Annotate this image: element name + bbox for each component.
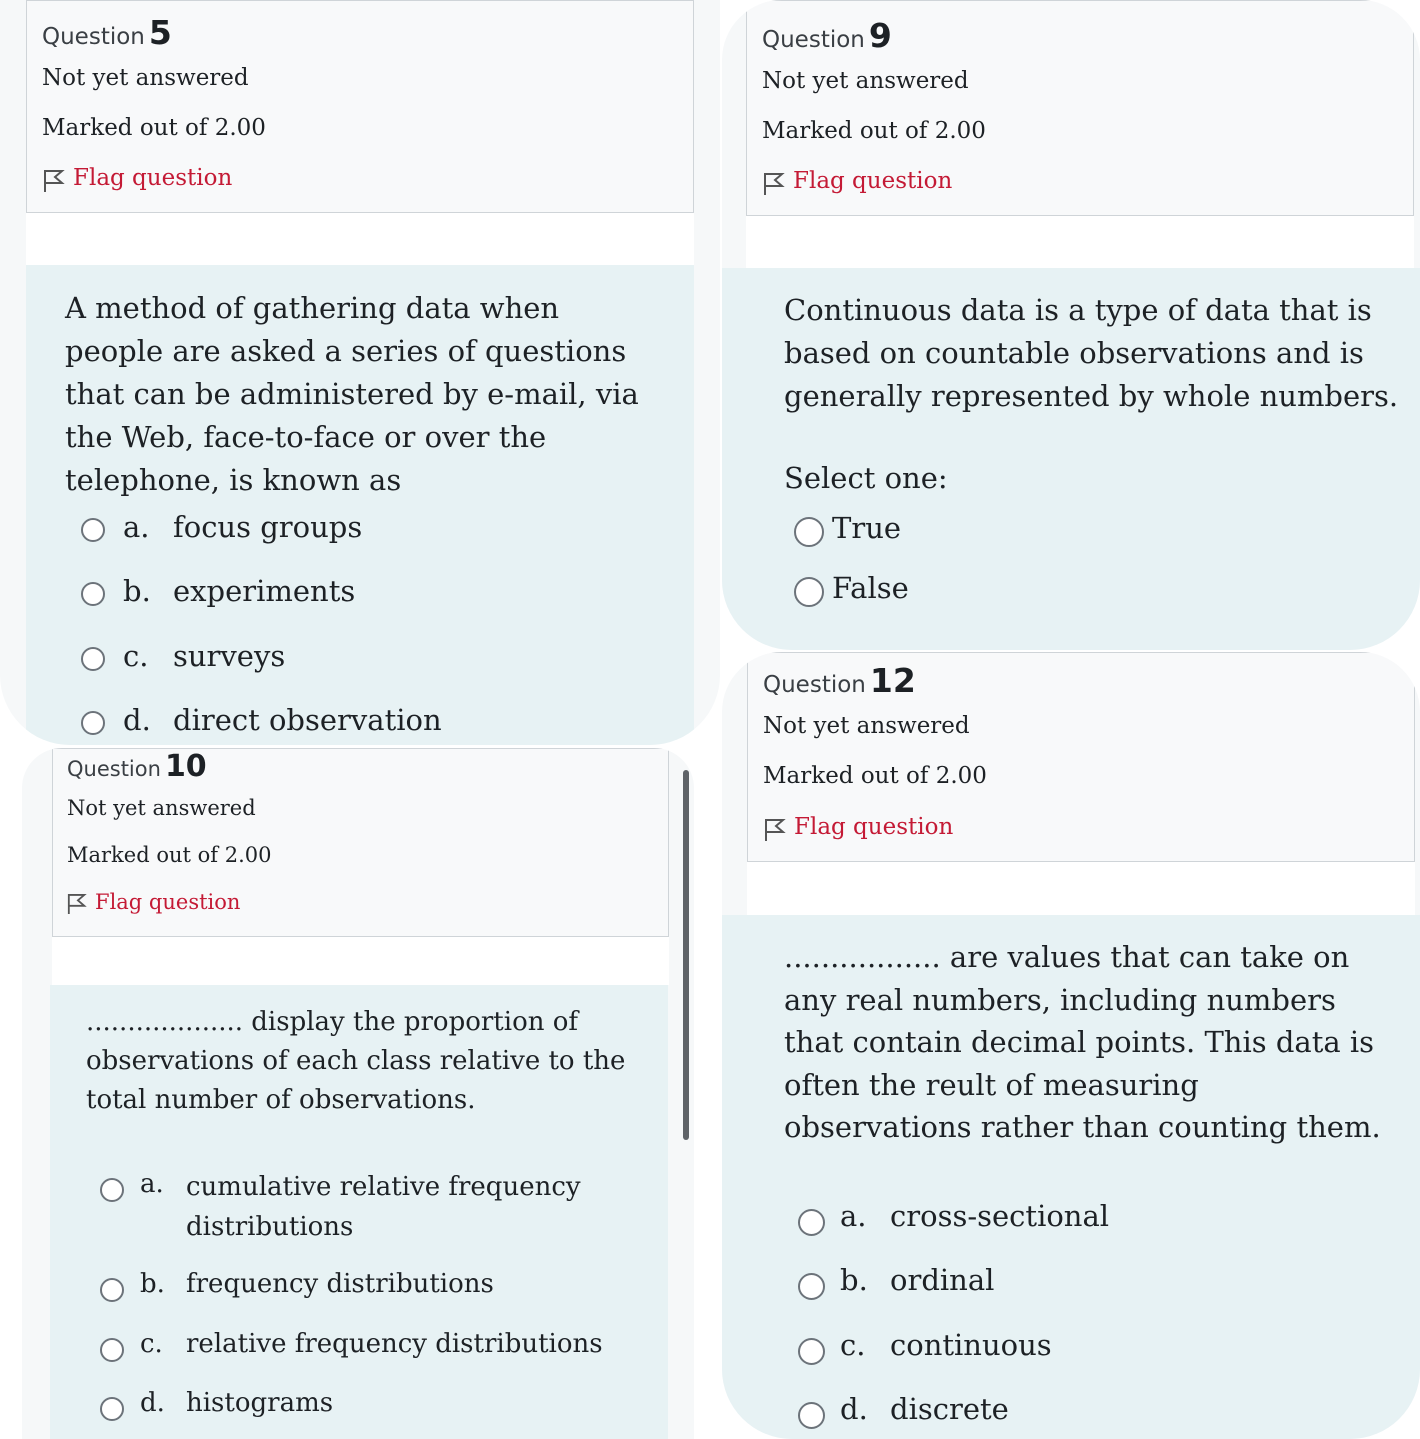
question-5-body xyxy=(26,265,694,745)
option-letter: c. xyxy=(123,639,149,673)
option-letter: d. xyxy=(140,1388,165,1418)
question-9-option-true[interactable] xyxy=(794,511,994,551)
question-label: Question xyxy=(67,757,161,781)
option-letter: c. xyxy=(140,1329,163,1359)
question-12-text: ................. are values that can take on any real numbers, including numbers that contain decimal points. This data is often the reult of measuring observations rather than counting them. xyxy=(784,940,1381,1144)
question-5-text: A method of gathering data when people are asked a series of questions that can be administered by e-mail, via the Web, face-to-face or over the telephone, is known as xyxy=(65,291,639,497)
question-9-text: Continuous data is a type of data that is based on countable observations and is generally represented by whole numbers. xyxy=(784,293,1399,413)
question-10-panel xyxy=(22,748,694,1439)
option-text: discrete xyxy=(890,1392,1009,1426)
question-9-option-false[interactable] xyxy=(794,571,994,611)
radio-button[interactable] xyxy=(100,1397,124,1421)
flag-question-label: Flag question xyxy=(794,814,954,840)
question-12-info xyxy=(747,652,1415,862)
question-12-option-d[interactable] xyxy=(798,1392,1358,1432)
question-9-body xyxy=(722,268,1420,650)
option-text: ordinal xyxy=(890,1263,995,1297)
question-number: 5 xyxy=(148,13,172,52)
flag-question-label: Flag question xyxy=(73,165,233,191)
question-10-info xyxy=(52,748,669,937)
question-10-option-b[interactable] xyxy=(100,1267,640,1307)
question-12-body xyxy=(722,915,1420,1439)
question-9-state: Not yet answered xyxy=(762,68,969,94)
question-10-option-a[interactable] xyxy=(100,1167,640,1247)
question-12-state: Not yet answered xyxy=(763,713,970,739)
option-letter: d. xyxy=(840,1392,868,1426)
radio-button[interactable] xyxy=(798,1338,825,1365)
option-text: False xyxy=(832,571,909,605)
question-10-option-c[interactable] xyxy=(100,1327,640,1367)
question-5-option-a[interactable] xyxy=(81,510,641,550)
question-12-number xyxy=(763,661,916,700)
question-number: 9 xyxy=(868,16,892,55)
question-5-flag-button[interactable] xyxy=(73,165,232,191)
question-10-marks: Marked out of 2.00 xyxy=(67,843,272,867)
question-label: Question xyxy=(42,24,145,50)
option-text: surveys xyxy=(173,639,286,673)
flag-icon xyxy=(43,169,65,193)
question-label: Question xyxy=(763,672,866,698)
option-text: relative frequency distributions xyxy=(186,1329,603,1359)
option-letter: d. xyxy=(123,703,151,737)
option-letter: a. xyxy=(123,510,150,544)
option-text: True xyxy=(832,511,902,545)
option-text: cross-sectional xyxy=(890,1199,1110,1233)
option-text: continuous xyxy=(890,1328,1052,1362)
question-12-spacer xyxy=(747,862,1415,915)
radio-button[interactable] xyxy=(81,647,105,671)
option-text: frequency distributions xyxy=(186,1269,494,1299)
question-9-spacer xyxy=(746,216,1414,268)
question-10-text: ................... display the proportion of observations of each class relative to the total number of observations. xyxy=(86,1007,626,1115)
question-10-number xyxy=(67,749,207,784)
question-9-info xyxy=(746,0,1414,216)
question-5-number xyxy=(42,13,172,52)
question-5-option-c[interactable] xyxy=(81,639,641,679)
option-text: direct observation xyxy=(173,703,442,737)
question-10-spacer xyxy=(52,937,669,985)
question-9-flag-button[interactable] xyxy=(793,168,952,194)
question-9-marks: Marked out of 2.00 xyxy=(762,118,986,144)
select-one-label: Select one: xyxy=(784,461,948,495)
option-text: focus groups xyxy=(173,510,363,544)
radio-button[interactable] xyxy=(100,1338,124,1362)
question-5-spacer xyxy=(26,213,694,265)
option-letter: c. xyxy=(840,1328,866,1362)
radio-button[interactable] xyxy=(81,711,105,735)
option-letter: a. xyxy=(840,1199,867,1233)
radio-button[interactable] xyxy=(100,1278,124,1302)
radio-button[interactable] xyxy=(81,518,105,542)
flag-question-label: Flag question xyxy=(95,890,241,914)
option-text: histograms xyxy=(186,1388,334,1418)
question-10-option-d[interactable] xyxy=(100,1386,640,1426)
option-letter: b. xyxy=(123,574,151,608)
question-5-marks: Marked out of 2.00 xyxy=(42,115,266,141)
flag-question-label: Flag question xyxy=(793,168,953,194)
option-letter: b. xyxy=(840,1263,868,1297)
question-12-flag-button[interactable] xyxy=(794,814,953,840)
radio-button[interactable] xyxy=(798,1273,825,1300)
flag-icon xyxy=(67,893,87,915)
question-number: 10 xyxy=(164,749,207,784)
question-10-flag-button[interactable] xyxy=(95,890,240,914)
radio-button[interactable] xyxy=(798,1402,825,1429)
scrollbar[interactable] xyxy=(683,770,689,1140)
question-12-option-c[interactable] xyxy=(798,1328,1358,1368)
radio-button[interactable] xyxy=(81,582,105,606)
option-letter: a. xyxy=(140,1169,164,1199)
option-text: cumulative relative frequency distributions xyxy=(186,1172,581,1242)
question-12-marks: Marked out of 2.00 xyxy=(763,763,987,789)
flag-icon xyxy=(763,172,785,196)
question-label: Question xyxy=(762,27,865,53)
question-10-body xyxy=(50,985,668,1439)
question-12-option-a[interactable] xyxy=(798,1199,1358,1239)
radio-button[interactable] xyxy=(798,1209,825,1236)
question-5-panel xyxy=(0,0,720,745)
question-9-number xyxy=(762,16,892,55)
radio-button[interactable] xyxy=(794,577,824,607)
question-12-panel xyxy=(722,652,1420,1439)
question-5-info xyxy=(26,0,694,213)
radio-button[interactable] xyxy=(100,1178,124,1202)
question-10-state: Not yet answered xyxy=(67,796,256,820)
question-5-option-b[interactable] xyxy=(81,574,641,614)
flag-icon xyxy=(764,818,786,842)
option-letter: b. xyxy=(140,1269,165,1299)
radio-button[interactable] xyxy=(794,517,824,547)
question-5-state: Not yet answered xyxy=(42,65,249,91)
question-9-panel xyxy=(722,0,1420,650)
question-5-option-d[interactable] xyxy=(81,703,641,743)
option-text: experiments xyxy=(173,574,356,608)
question-number: 12 xyxy=(869,661,916,700)
question-12-option-b[interactable] xyxy=(798,1263,1358,1303)
